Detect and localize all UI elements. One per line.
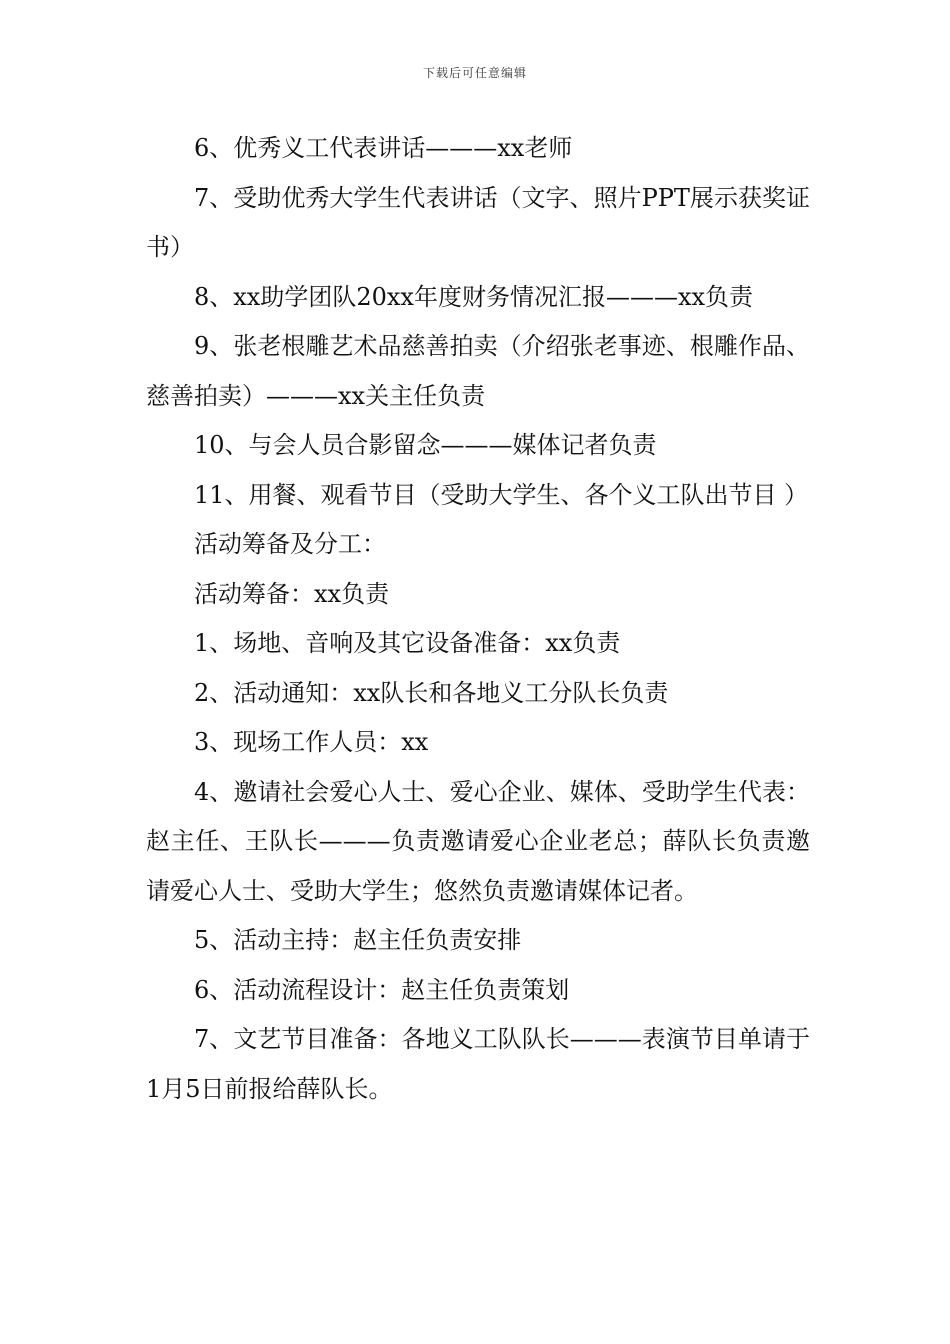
- paragraph-item-8-finance-report: 8、xx助学团队20xx年度财务情况汇报———xx负责: [194, 282, 754, 311]
- paragraph-prep-2-notice: 2、活动通知：xx队长和各地义工分队长负责: [194, 678, 669, 707]
- paragraph-prep-3-staff: 3、现场工作人员：xx: [194, 728, 429, 756]
- section-heading-preparation: 活动筹备及分工：: [194, 530, 386, 558]
- paragraph-item-10-group-photo: 10、与会人员合影留念———媒体记者负责: [194, 431, 657, 459]
- paragraph-prep-6-process: 6、活动流程设计：赵主任负责策划: [194, 975, 570, 1004]
- paragraph-item-6-volunteer-speech: 6、优秀义工代表讲话———xx老师: [194, 134, 573, 162]
- paragraph-preparation-lead: 活动筹备：xx负责: [194, 579, 390, 608]
- paragraph-prep-4-invitations: 4、邀请社会爱心人士、爱心企业、媒体、受助学生代表：赵主任、王队长———负责邀请爱心企业老总；薛队长负责邀请爱心人士、受助大学生；悠然负责邀请媒体记者。: [146, 777, 810, 905]
- paragraph-item-9-charity-auction: 9、张老根雕艺术品慈善拍卖（介绍张老事迹、根雕作品、慈善拍卖）———xx关主任负责: [146, 332, 810, 410]
- paragraph-item-11-dinner-show: 11、用餐、观看节目（受助大学生、各个义工队出节目 ）: [194, 480, 809, 509]
- page-header: 下载后可任意编辑: [422, 66, 527, 80]
- paragraph-prep-1-venue: 1、场地、音响及其它设备准备：xx负责: [194, 629, 621, 657]
- paragraph-prep-7-performances: 7、文艺节目准备：各地义工队队长———表演节目单请于1月5日前报给薛队长。: [146, 1025, 810, 1103]
- paragraph-prep-5-host: 5、活动主持：赵主任负责安排: [194, 926, 522, 954]
- document-body: [146, 124, 810, 1114]
- paragraph-item-7-student-speech: 7、受助优秀大学生代表讲话（文字、照片PPT展示获奖证书）: [146, 183, 810, 261]
